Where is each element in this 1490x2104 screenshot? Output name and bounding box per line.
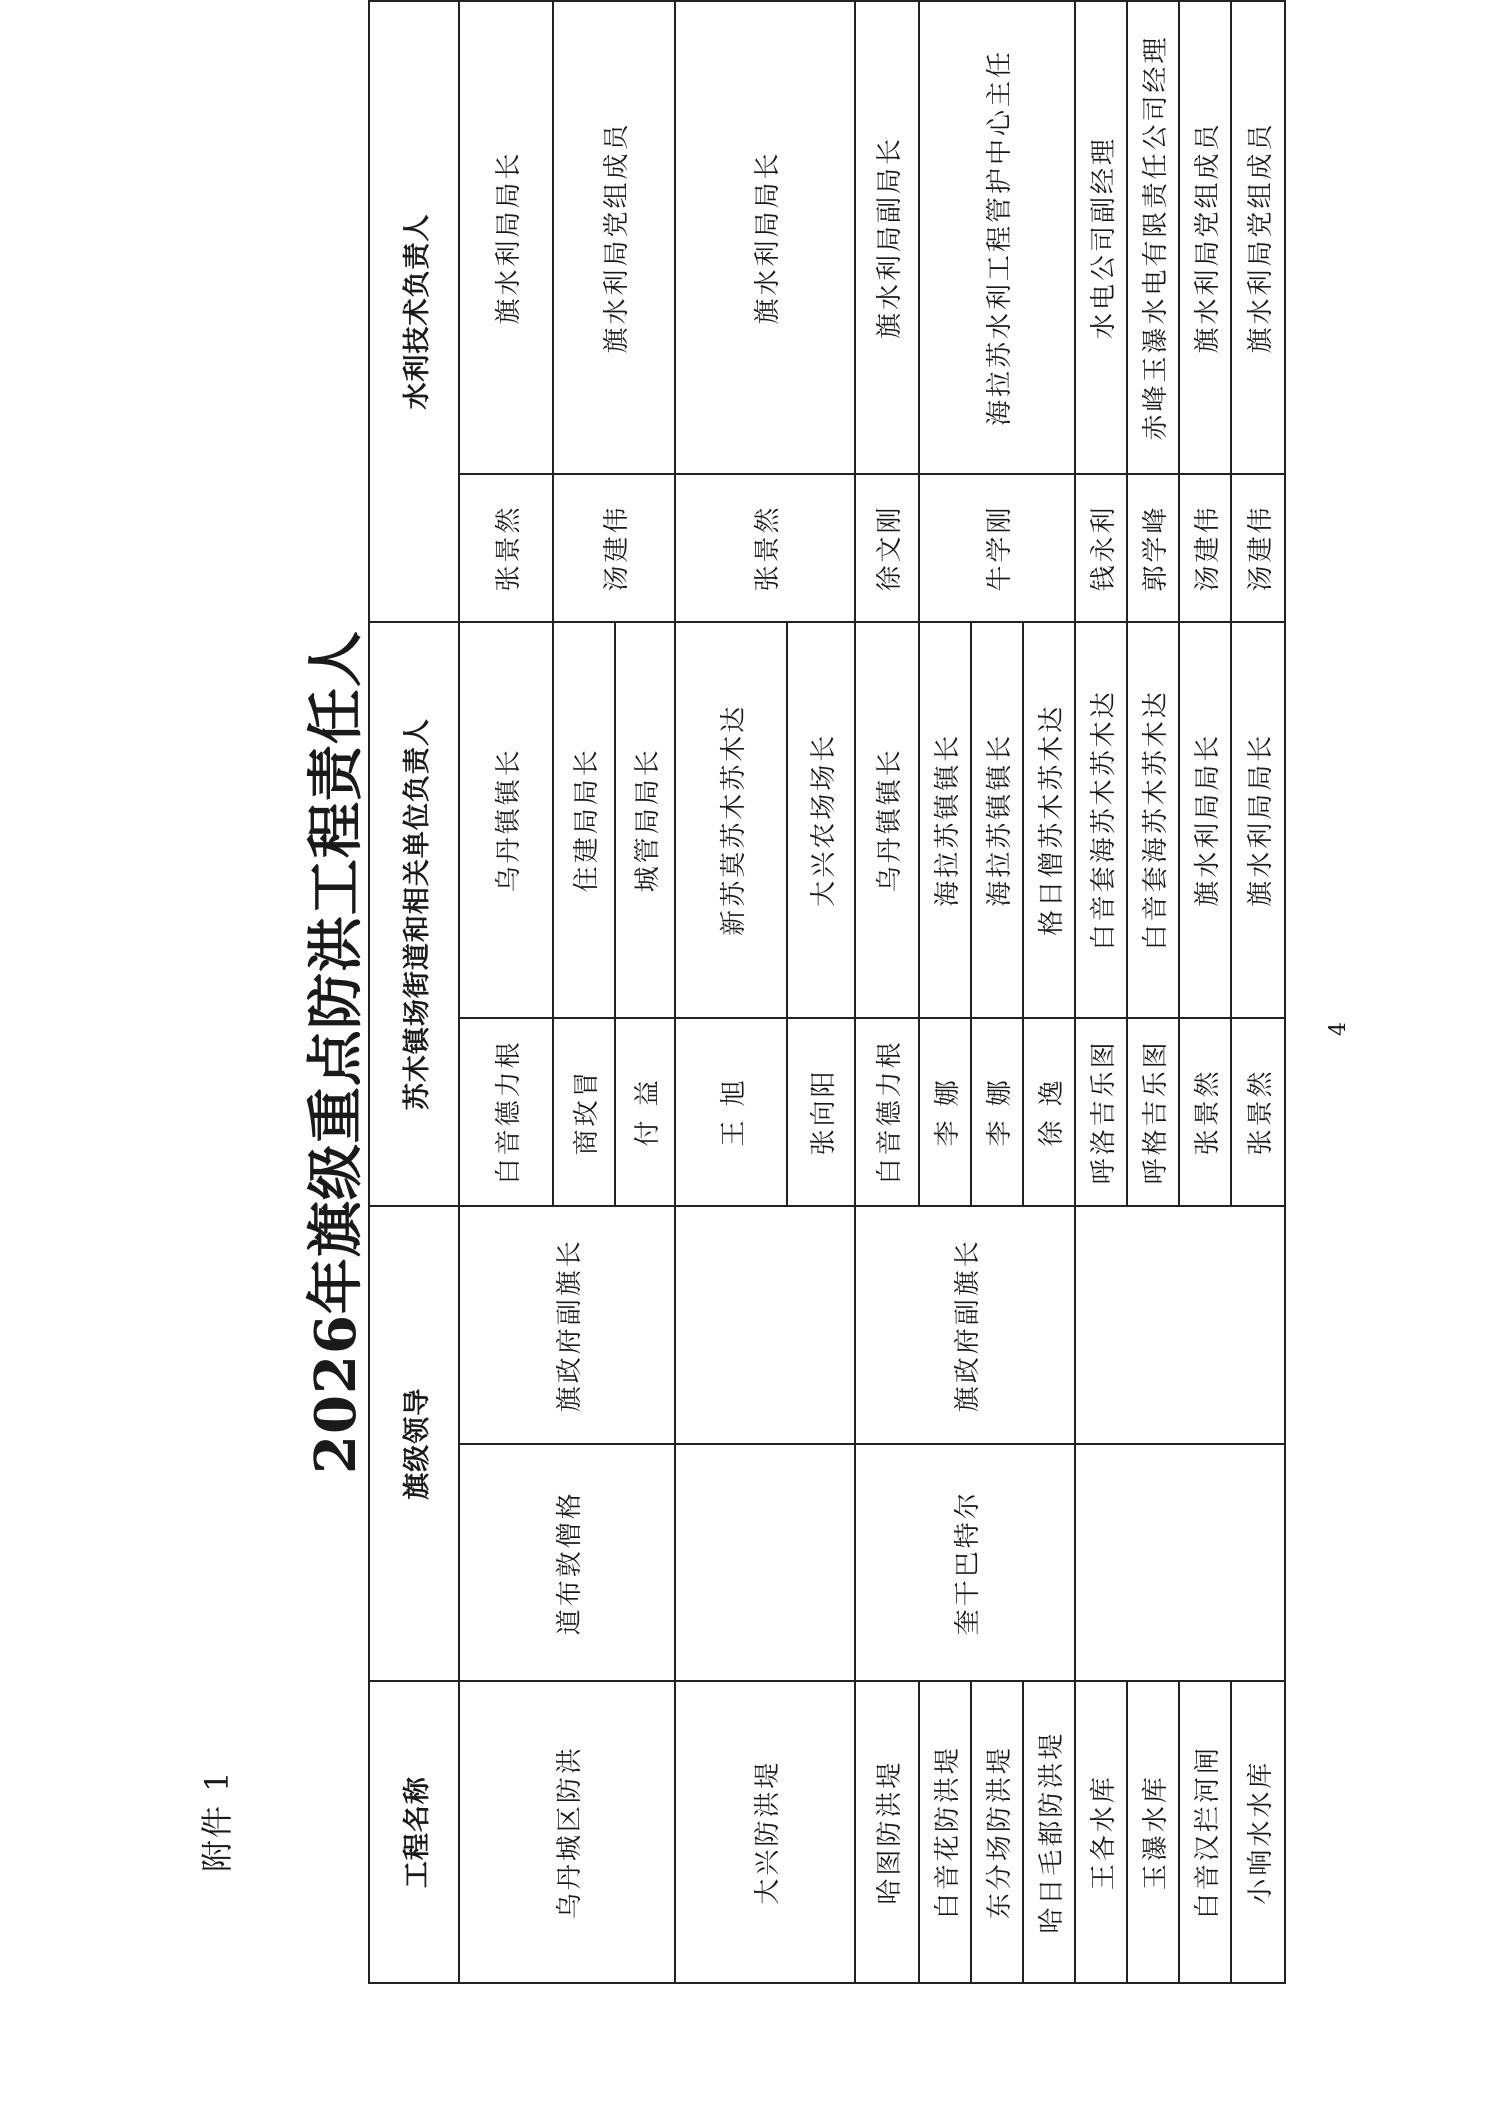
tech-person-title: 海拉苏水利工程管护中心主任 bbox=[919, 1, 1075, 474]
unit-person-title: 乌丹镇镇长 bbox=[459, 622, 553, 1017]
unit-person-name: 李 娜 bbox=[971, 1018, 1023, 1207]
unit-person-title: 大兴农场场长 bbox=[787, 622, 855, 1017]
tech-person-name: 汤建伟 bbox=[553, 474, 675, 622]
unit-person-name: 张景然 bbox=[1179, 1018, 1231, 1207]
tech-person-title: 水电公司副经理 bbox=[1075, 1, 1127, 474]
table-row bbox=[675, 1, 787, 1983]
leader-title: 旗政府副旗长 bbox=[855, 1206, 1075, 1444]
project-name: 东分场防洪堤 bbox=[971, 1681, 1023, 1983]
responsibility-table bbox=[368, 0, 1286, 1984]
leader-name: 道布敦僧格 bbox=[459, 1444, 675, 1681]
project-name: 哈日毛都防洪堤 bbox=[1023, 1681, 1075, 1983]
table-row bbox=[1231, 1, 1285, 1983]
table-row bbox=[919, 1, 971, 1983]
tech-person-title: 旗水利局党组成员 bbox=[553, 1, 675, 474]
unit-person-title: 格日僧苏木苏木达 bbox=[1023, 622, 1075, 1017]
tech-person-title: 旗水利局副局长 bbox=[855, 1, 919, 474]
unit-person-title: 乌丹镇镇长 bbox=[855, 622, 919, 1017]
tech-person-name: 张景然 bbox=[675, 474, 855, 622]
project-name: 乌丹城区防洪 bbox=[459, 1681, 675, 1983]
unit-person-title: 海拉苏镇镇长 bbox=[919, 622, 971, 1017]
header-unit: 苏木镇场街道和相关单位负责人 bbox=[369, 622, 459, 1206]
tech-person-name: 郭学峰 bbox=[1127, 474, 1179, 622]
attachment-label: 附件 1 bbox=[198, 1769, 236, 1872]
tech-person-name: 徐文刚 bbox=[855, 474, 919, 622]
tech-person-title: 赤峰玉瀑水电有限责任公司经理 bbox=[1127, 1, 1179, 474]
project-name: 白音花防洪堤 bbox=[919, 1681, 971, 1983]
header-tech: 水利技术负责人 bbox=[369, 1, 459, 622]
unit-person-name: 李 娜 bbox=[919, 1018, 971, 1207]
unit-person-title: 旗水利局局长 bbox=[1179, 622, 1231, 1017]
project-name: 白音汉拦河闸 bbox=[1179, 1681, 1231, 1983]
empty-cell bbox=[675, 1206, 855, 1444]
unit-person-name: 呼洛吉乐图 bbox=[1075, 1018, 1127, 1207]
unit-person-title: 城管局局长 bbox=[615, 622, 675, 1017]
empty-cell bbox=[1075, 1444, 1285, 1681]
unit-person-name: 商玫冒 bbox=[553, 1018, 615, 1207]
unit-person-name: 呼格吉乐图 bbox=[1127, 1018, 1179, 1207]
project-name: 哈图防洪堤 bbox=[855, 1681, 919, 1983]
table-row bbox=[459, 1, 553, 1983]
tech-person-title: 旗水利局局长 bbox=[675, 1, 855, 474]
leader-name: 奎干巴特尔 bbox=[855, 1444, 1075, 1681]
unit-person-name: 徐 逸 bbox=[1023, 1018, 1075, 1207]
header-project: 工程名称 bbox=[369, 1681, 459, 1983]
empty-cell bbox=[1075, 1206, 1285, 1444]
table-row bbox=[855, 1, 919, 1983]
tech-person-title: 旗水利局局长 bbox=[459, 1, 553, 474]
tech-person-title: 旗水利局党组成员 bbox=[1231, 1, 1285, 474]
tech-person-name: 钱永利 bbox=[1075, 474, 1127, 622]
tech-person-name: 牛学刚 bbox=[919, 474, 1075, 622]
table-row bbox=[1179, 1, 1231, 1983]
leader-title: 旗政府副旗长 bbox=[459, 1206, 675, 1444]
unit-person-name: 付 益 bbox=[615, 1018, 675, 1207]
unit-person-name: 白音德力根 bbox=[855, 1018, 919, 1207]
unit-person-title: 白音套海苏木苏木达 bbox=[1075, 622, 1127, 1017]
document-title: 2026年旗级重点防洪工程责任人 bbox=[303, 630, 369, 1474]
project-name: 王各水库 bbox=[1075, 1681, 1127, 1983]
unit-person-title: 白音套海苏木苏木达 bbox=[1127, 622, 1179, 1017]
project-name: 小响水水库 bbox=[1231, 1681, 1285, 1983]
unit-person-title: 新苏莫苏木苏木达 bbox=[675, 622, 787, 1017]
tech-person-title: 旗水利局党组成员 bbox=[1179, 1, 1231, 474]
empty-cell bbox=[675, 1444, 855, 1681]
unit-person-name: 张景然 bbox=[1231, 1018, 1285, 1207]
tech-person-name: 张景然 bbox=[459, 474, 553, 622]
unit-person-name: 白音德力根 bbox=[459, 1018, 553, 1207]
unit-person-name: 王 旭 bbox=[675, 1018, 787, 1207]
project-name: 大兴防洪堤 bbox=[675, 1681, 855, 1983]
table-row bbox=[1127, 1, 1179, 1983]
header-row bbox=[369, 1, 459, 1983]
header-leader: 旗级领导 bbox=[369, 1206, 459, 1681]
project-name: 玉瀑水库 bbox=[1127, 1681, 1179, 1983]
unit-person-name: 张向阳 bbox=[787, 1018, 855, 1207]
page-number: 4 bbox=[1326, 1022, 1351, 1036]
unit-person-title: 住建局局长 bbox=[553, 622, 615, 1017]
tech-person-name: 汤建伟 bbox=[1179, 474, 1231, 622]
unit-person-title: 旗水利局局长 bbox=[1231, 622, 1285, 1017]
tech-person-name: 汤建伟 bbox=[1231, 474, 1285, 622]
table-row bbox=[1075, 1, 1127, 1983]
unit-person-title: 海拉苏镇镇长 bbox=[971, 622, 1023, 1017]
